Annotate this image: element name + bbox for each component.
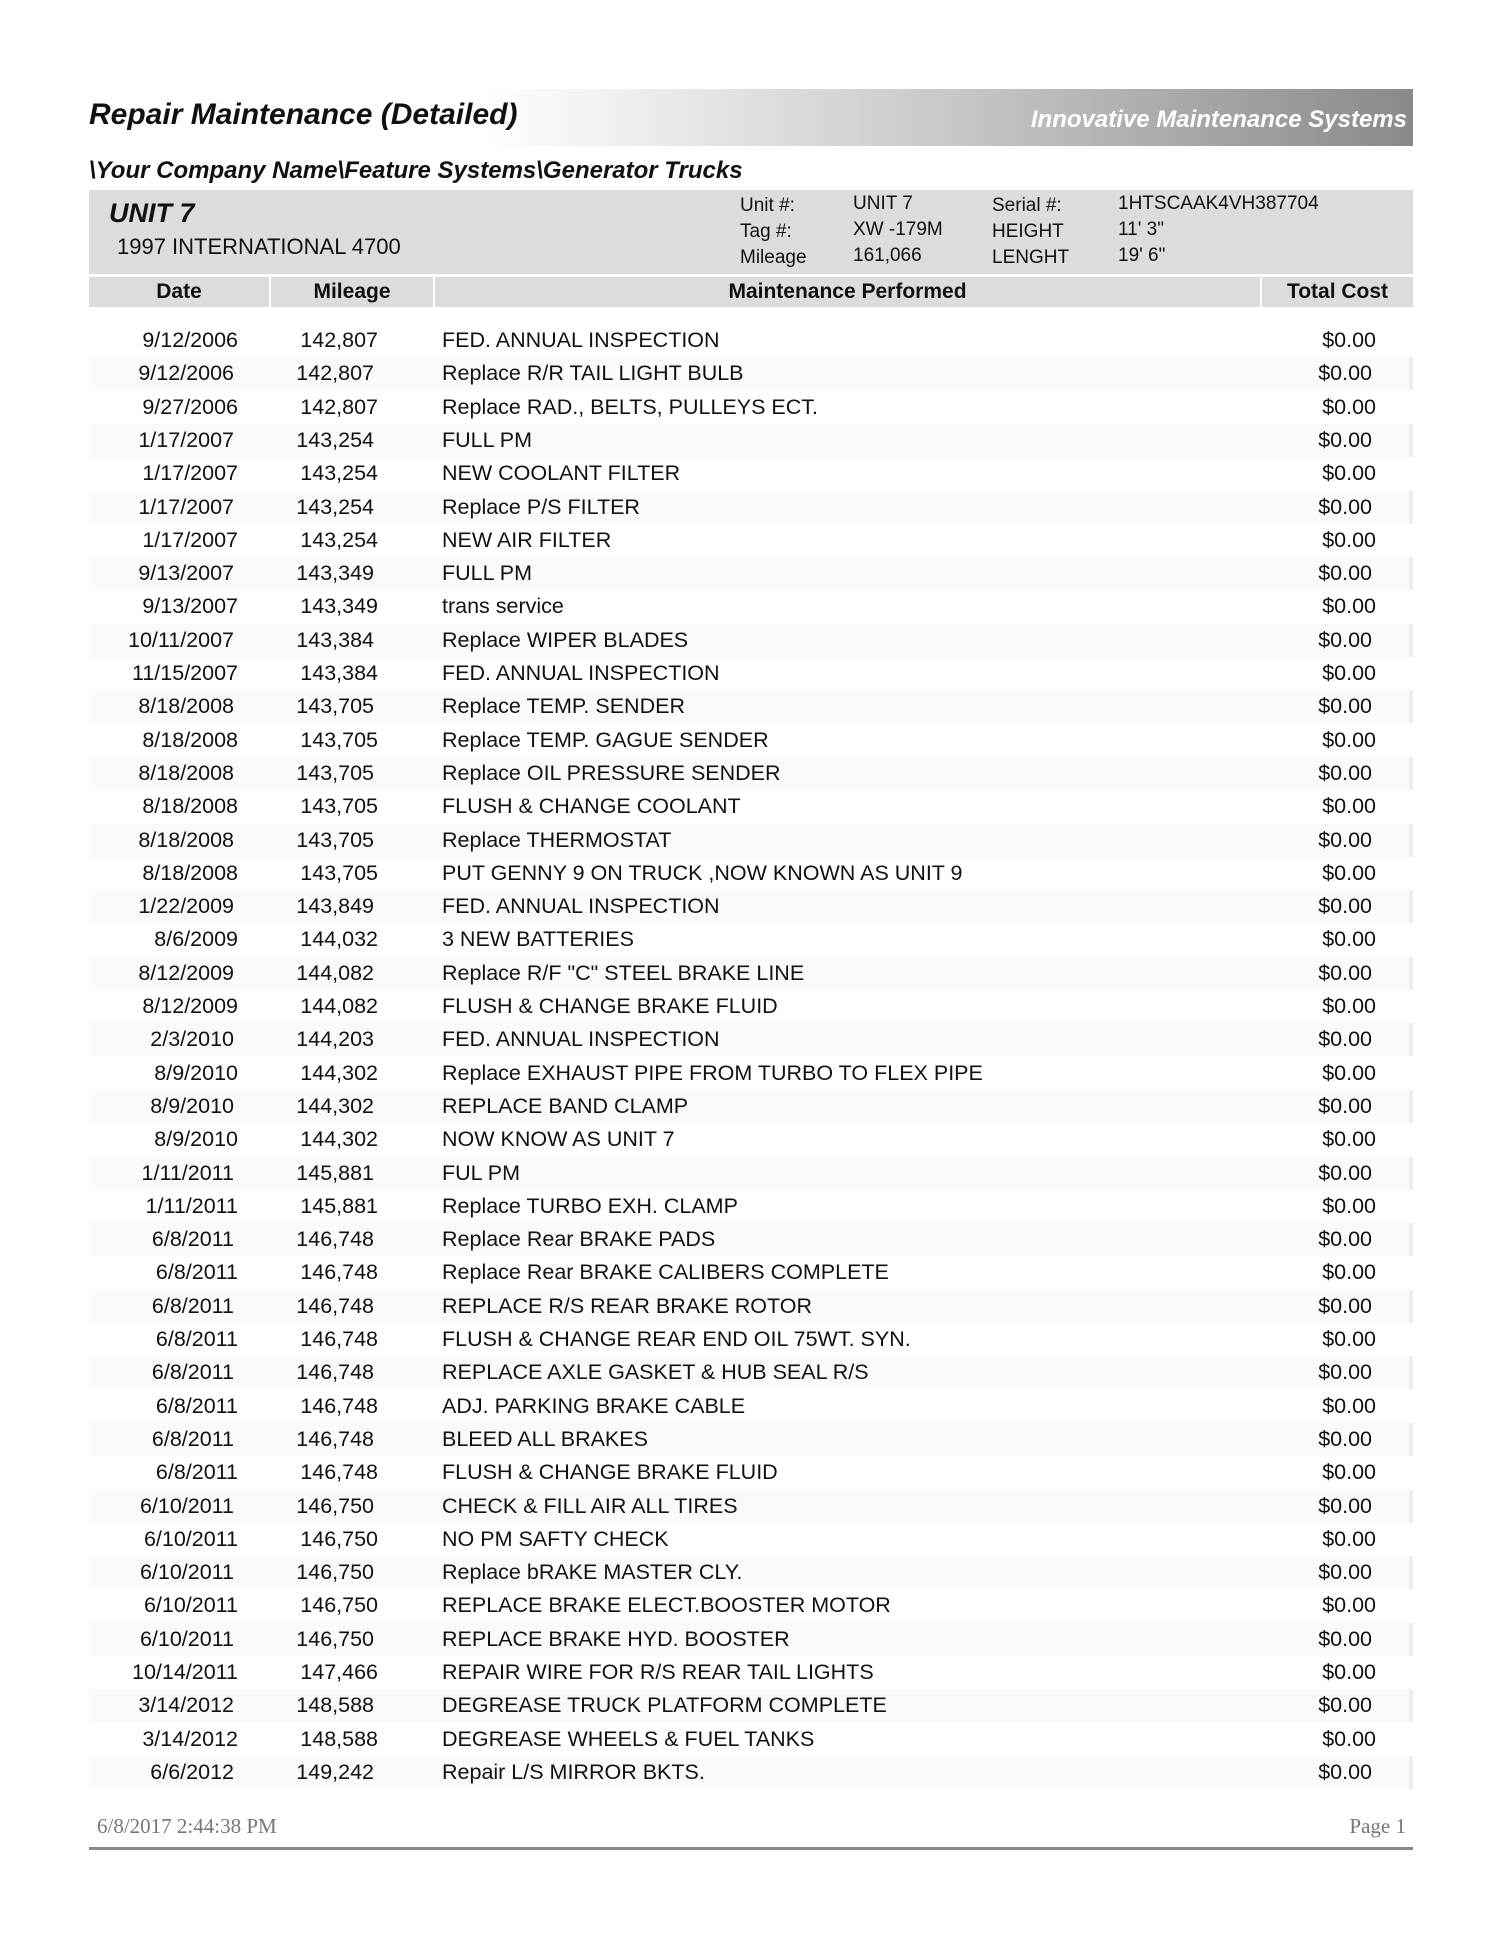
- row-date: 6/8/2011: [155, 1393, 238, 1418]
- table-row: [89, 624, 1413, 657]
- row-date: 8/9/2010: [150, 1093, 234, 1118]
- row-date: 8/12/2009: [142, 994, 238, 1018]
- row-description: REPLACE BRAKE ELECT.BOOSTER MOTOR: [442, 1593, 891, 1618]
- row-mileage: 146,748: [300, 1327, 378, 1351]
- row-mileage: 143,254: [300, 527, 378, 552]
- row-mileage: 142,807: [300, 394, 378, 419]
- row-cost: $0.00: [1318, 1560, 1372, 1585]
- row-date: 1/22/2009: [138, 894, 234, 919]
- table-row: [89, 1390, 1413, 1423]
- table-row: [89, 1023, 1413, 1056]
- row-date: 9/12/2006: [142, 328, 238, 352]
- row-cost: $0.00: [1322, 1460, 1376, 1485]
- row-date: 1/11/2011: [141, 1160, 234, 1185]
- row-date: 6/8/2011: [155, 1260, 238, 1285]
- row-description: Replace Rear BRAKE CALIBERS COMPLETE: [442, 1260, 889, 1285]
- row-date: 6/10/2011: [143, 1593, 238, 1618]
- row-date: 1/11/2011: [145, 1193, 238, 1218]
- length-label: LENGHT: [992, 247, 1070, 268]
- row-description: trans service: [442, 594, 564, 619]
- table-row: [89, 1256, 1413, 1289]
- row-description: BLEED ALL BRAKES: [442, 1426, 648, 1451]
- row-date: 6/8/2011: [151, 1227, 234, 1252]
- length-value: 19' 6": [1118, 245, 1166, 266]
- row-cost: $0.00: [1318, 1759, 1372, 1784]
- row-mileage: 143,254: [300, 461, 378, 486]
- row-description: FED. ANNUAL INSPECTION: [442, 894, 720, 919]
- row-mileage: 146,748: [300, 1260, 378, 1285]
- row-description: Replace TEMP. GAGUE SENDER: [442, 727, 769, 752]
- row-description: NEW AIR FILTER: [442, 527, 612, 552]
- row-cost: $0.00: [1318, 427, 1372, 452]
- row-date: 6/8/2011: [151, 1293, 234, 1318]
- row-cost: $0.00: [1322, 1127, 1376, 1152]
- row-description: FLUSH & CHANGE COOLANT: [442, 794, 741, 819]
- row-description: Replace THERMOSTAT: [442, 827, 672, 852]
- row-description: FULL PM: [442, 561, 532, 586]
- row-cost: $0.00: [1322, 727, 1376, 752]
- footer-timestamp: 6/8/2017 2:44:38 PM: [97, 1814, 277, 1838]
- mileage-value: 161,066: [853, 245, 922, 266]
- row-date: 1/17/2007: [138, 427, 234, 452]
- row-cost: $0.00: [1318, 827, 1372, 852]
- row-cost: $0.00: [1318, 960, 1372, 985]
- row-cost: $0.00: [1322, 1526, 1376, 1551]
- row-date: 6/10/2011: [143, 1526, 238, 1551]
- table-row: [89, 757, 1413, 790]
- table-row: [89, 1223, 1413, 1256]
- row-mileage: 145,881: [296, 1160, 374, 1185]
- table-row: [89, 424, 1413, 457]
- row-mileage: 147,466: [300, 1660, 378, 1684]
- row-date: 1/17/2007: [142, 527, 238, 552]
- row-mileage: 146,748: [296, 1293, 374, 1318]
- table-row: [89, 857, 1413, 890]
- table-row: [89, 923, 1413, 956]
- row-cost: $0.00: [1322, 461, 1376, 486]
- row-cost: $0.00: [1318, 1360, 1372, 1385]
- row-mileage: 144,203: [296, 1027, 374, 1052]
- row-mileage: 143,849: [296, 894, 374, 919]
- table-row: [89, 1323, 1413, 1356]
- row-date: 3/14/2012: [138, 1693, 234, 1718]
- row-mileage: 144,082: [300, 994, 378, 1018]
- row-cost: $0.00: [1318, 894, 1372, 919]
- column-header-total-cost: Total Cost: [1262, 277, 1413, 307]
- row-cost: $0.00: [1322, 527, 1376, 552]
- row-date: 1/17/2007: [138, 494, 234, 519]
- row-date: 8/18/2008: [138, 827, 234, 852]
- row-cost: $0.00: [1322, 661, 1376, 685]
- table-row: [89, 1423, 1413, 1456]
- table-row: [89, 524, 1413, 557]
- row-description: FLUSH & CHANGE BRAKE FLUID: [442, 994, 778, 1018]
- row-description: Replace TEMP. SENDER: [442, 694, 685, 719]
- row-cost: $0.00: [1318, 627, 1372, 652]
- table-row: [89, 724, 1413, 757]
- row-mileage: 143,705: [296, 694, 374, 719]
- row-date: 6/8/2011: [151, 1426, 234, 1451]
- row-description: FED. ANNUAL INSPECTION: [442, 661, 720, 685]
- row-date: 6/8/2011: [155, 1327, 238, 1351]
- row-mileage: 144,302: [300, 1060, 378, 1085]
- row-date: 1/17/2007: [142, 461, 238, 486]
- row-description: Replace OIL PRESSURE SENDER: [442, 760, 781, 785]
- row-mileage: 143,705: [300, 860, 378, 885]
- row-cost: $0.00: [1318, 1160, 1372, 1185]
- row-cost: $0.00: [1322, 1660, 1376, 1684]
- mileage-label: Mileage: [740, 247, 807, 268]
- row-mileage: 143,705: [296, 827, 374, 852]
- row-date: 8/18/2008: [138, 760, 234, 785]
- row-cost: $0.00: [1318, 1093, 1372, 1118]
- row-description: FUL PM: [442, 1160, 521, 1185]
- row-cost: $0.00: [1322, 994, 1376, 1018]
- row-cost: $0.00: [1322, 1260, 1376, 1285]
- row-description: Replace bRAKE MASTER CLY.: [442, 1560, 743, 1585]
- row-mileage: 146,748: [300, 1460, 378, 1485]
- table-row: [89, 1157, 1413, 1190]
- row-date: 6/10/2011: [139, 1493, 234, 1518]
- row-mileage: 146,748: [296, 1360, 374, 1385]
- table-row: [89, 1490, 1413, 1523]
- row-cost: $0.00: [1322, 594, 1376, 619]
- row-mileage: 148,588: [296, 1693, 374, 1718]
- row-cost: $0.00: [1322, 1726, 1376, 1751]
- row-date: 10/11/2007: [127, 627, 234, 652]
- table-row: [89, 1123, 1413, 1156]
- row-date: 11/15/2007: [131, 661, 238, 685]
- table-row: [89, 357, 1413, 390]
- row-cost: $0.00: [1318, 561, 1372, 586]
- row-date: 8/18/2008: [142, 794, 238, 819]
- row-cost: $0.00: [1322, 328, 1376, 352]
- row-description: REPAIR WIRE FOR R/S REAR TAIL LIGHTS: [442, 1660, 874, 1684]
- table-row: [89, 1689, 1413, 1722]
- row-mileage: 143,254: [296, 494, 374, 519]
- row-description: DEGREASE TRUCK PLATFORM COMPLETE: [442, 1693, 887, 1718]
- row-date: 8/6/2009: [154, 927, 238, 952]
- row-date: 9/12/2006: [138, 361, 234, 386]
- row-cost: $0.00: [1322, 1327, 1376, 1351]
- row-date: 6/10/2011: [139, 1560, 234, 1585]
- row-mileage: 144,032: [300, 927, 378, 952]
- table-row: [89, 391, 1413, 424]
- row-mileage: 146,748: [296, 1426, 374, 1451]
- row-description: FED. ANNUAL INSPECTION: [442, 328, 720, 352]
- row-mileage: 149,242: [296, 1759, 374, 1784]
- row-description: PUT GENNY 9 ON TRUCK ,NOW KNOWN AS UNIT 9: [442, 860, 963, 885]
- row-mileage: 143,705: [300, 794, 378, 819]
- row-cost: $0.00: [1322, 1593, 1376, 1618]
- row-date: 9/13/2007: [142, 594, 238, 619]
- table-row: [89, 790, 1413, 823]
- serial-label: Serial #:: [992, 195, 1062, 216]
- row-date: 6/10/2011: [139, 1626, 234, 1651]
- table-row: [89, 1456, 1413, 1489]
- table-row: [89, 1756, 1413, 1789]
- unit-model: 1997 INTERNATIONAL 4700: [117, 234, 401, 259]
- row-cost: $0.00: [1318, 694, 1372, 719]
- row-description: REPLACE R/S REAR BRAKE ROTOR: [442, 1293, 812, 1318]
- footer-page-number: Page 1: [1349, 1814, 1406, 1838]
- row-description: 3 NEW BATTERIES: [442, 927, 634, 952]
- row-description: FULL PM: [442, 427, 532, 452]
- row-date: 2/3/2010: [150, 1027, 234, 1052]
- row-description: ADJ. PARKING BRAKE CABLE: [442, 1393, 746, 1418]
- row-cost: $0.00: [1318, 760, 1372, 785]
- row-mileage: 142,807: [296, 361, 374, 386]
- serial-value: 1HTSCAAK4VH387704: [1118, 193, 1319, 214]
- row-date: 8/18/2008: [142, 860, 238, 885]
- row-description: REPLACE BAND CLAMP: [442, 1093, 689, 1118]
- row-description: CHECK & FILL AIR ALL TIRES: [442, 1493, 738, 1518]
- table-row: [89, 1723, 1413, 1756]
- row-description: Replace P/S FILTER: [442, 494, 640, 519]
- row-mileage: 146,750: [296, 1626, 374, 1651]
- row-description: Replace R/R TAIL LIGHT BULB: [442, 361, 744, 386]
- row-date: 8/18/2008: [138, 694, 234, 719]
- row-cost: $0.00: [1322, 394, 1376, 419]
- row-date: 8/12/2009: [138, 960, 234, 985]
- row-mileage: 145,881: [300, 1193, 378, 1218]
- column-header-maintenance: Maintenance Performed: [435, 277, 1260, 307]
- row-date: 6/8/2011: [151, 1360, 234, 1385]
- table-row: [89, 1290, 1413, 1323]
- row-mileage: 146,750: [296, 1493, 374, 1518]
- table-row: [89, 590, 1413, 623]
- row-date: 10/14/2011: [131, 1660, 238, 1684]
- row-mileage: 144,082: [296, 960, 374, 985]
- table-row: [89, 491, 1413, 524]
- table-row: [89, 1623, 1413, 1656]
- report-title: Repair Maintenance (Detailed): [89, 98, 518, 131]
- row-cost: $0.00: [1318, 1027, 1372, 1052]
- row-date: 6/6/2012: [150, 1759, 234, 1784]
- row-description: REPLACE AXLE GASKET & HUB SEAL R/S: [442, 1360, 869, 1385]
- row-cost: $0.00: [1318, 1493, 1372, 1518]
- row-description: DEGREASE WHEELS & FUEL TANKS: [442, 1726, 815, 1751]
- row-cost: $0.00: [1322, 1060, 1376, 1085]
- table-row: [89, 557, 1413, 590]
- footer-divider: [89, 1847, 1413, 1850]
- row-description: Replace R/F "C" STEEL BRAKE LINE: [442, 960, 805, 985]
- row-description: Repair L/S MIRROR BKTS.: [442, 1759, 705, 1784]
- table-row: [89, 824, 1413, 857]
- row-mileage: 144,302: [296, 1093, 374, 1118]
- row-date: 3/14/2012: [142, 1726, 238, 1751]
- row-cost: $0.00: [1318, 1426, 1372, 1451]
- row-mileage: 146,748: [296, 1227, 374, 1252]
- table-row: [89, 1556, 1413, 1589]
- row-description: NEW COOLANT FILTER: [442, 461, 681, 486]
- row-description: NOW KNOW AS UNIT 7: [442, 1127, 675, 1152]
- table-row: [89, 1190, 1413, 1223]
- row-mileage: 143,705: [300, 727, 378, 752]
- height-value: 11' 3": [1118, 219, 1164, 240]
- row-mileage: 143,349: [300, 594, 378, 619]
- row-cost: $0.00: [1322, 1393, 1376, 1418]
- row-description: FED. ANNUAL INSPECTION: [442, 1027, 720, 1052]
- row-cost: $0.00: [1322, 860, 1376, 885]
- row-description: Replace TURBO EXH. CLAMP: [442, 1193, 738, 1218]
- row-mileage: 143,254: [296, 427, 374, 452]
- row-cost: $0.00: [1322, 927, 1376, 952]
- column-header-mileage: Mileage: [271, 277, 433, 307]
- row-mileage: 146,750: [300, 1526, 378, 1551]
- row-mileage: 142,807: [300, 328, 378, 352]
- row-mileage: 143,349: [296, 561, 374, 586]
- table-row: [89, 1589, 1413, 1622]
- row-date: 8/9/2010: [154, 1060, 238, 1085]
- table-row: [89, 1057, 1413, 1090]
- row-cost: $0.00: [1322, 1193, 1376, 1218]
- table-row: [89, 957, 1413, 990]
- row-description: REPLACE BRAKE HYD. BOOSTER: [442, 1626, 790, 1651]
- column-header-date: Date: [89, 277, 269, 307]
- table-row: [89, 1090, 1413, 1123]
- row-date: 6/8/2011: [155, 1460, 238, 1485]
- row-description: NO PM SAFTY CHECK: [442, 1526, 669, 1551]
- row-cost: $0.00: [1318, 1626, 1372, 1651]
- breadcrumb: \Your Company Name\Feature Systems\Generator Trucks: [89, 157, 743, 184]
- row-mileage: 146,748: [300, 1393, 378, 1418]
- tag-label: Tag #:: [740, 221, 792, 242]
- table-row: [89, 324, 1413, 357]
- row-mileage: 146,750: [300, 1593, 378, 1618]
- row-date: 9/27/2006: [142, 394, 238, 419]
- table-row: [89, 1523, 1413, 1556]
- tag-value: XW -179M: [853, 219, 943, 240]
- row-cost: $0.00: [1318, 494, 1372, 519]
- row-cost: $0.00: [1318, 1293, 1372, 1318]
- row-description: Replace Rear BRAKE PADS: [442, 1227, 716, 1252]
- height-label: HEIGHT: [992, 221, 1064, 242]
- table-row: [89, 1356, 1413, 1389]
- row-cost: $0.00: [1318, 1693, 1372, 1718]
- row-description: Replace RAD., BELTS, PULLEYS ECT.: [442, 394, 818, 419]
- row-mileage: 143,384: [300, 661, 378, 685]
- table-row: [89, 990, 1413, 1023]
- row-description: FLUSH & CHANGE REAR END OIL 75WT. SYN.: [442, 1327, 911, 1351]
- row-cost: $0.00: [1322, 794, 1376, 819]
- table-row: [89, 890, 1413, 923]
- row-description: Replace WIPER BLADES: [442, 627, 689, 652]
- row-mileage: 143,705: [296, 760, 374, 785]
- table-row: [89, 457, 1413, 490]
- row-mileage: 143,384: [296, 627, 374, 652]
- table-row: [89, 690, 1413, 723]
- row-mileage: 144,302: [300, 1127, 378, 1152]
- brand-name: Innovative Maintenance Systems: [1030, 106, 1407, 133]
- row-mileage: 148,588: [300, 1726, 378, 1751]
- row-mileage: 146,750: [296, 1560, 374, 1585]
- row-cost: $0.00: [1318, 361, 1372, 386]
- row-date: 8/18/2008: [142, 727, 238, 752]
- unit-number-label: Unit #:: [740, 195, 795, 216]
- table-row: [89, 1656, 1413, 1689]
- unit-name: UNIT 7: [109, 198, 195, 228]
- row-description: FLUSH & CHANGE BRAKE FLUID: [442, 1460, 778, 1485]
- row-date: 8/9/2010: [154, 1127, 238, 1152]
- row-description: Replace EXHAUST PIPE FROM TURBO TO FLEX PIPE: [442, 1060, 983, 1085]
- row-cost: $0.00: [1318, 1227, 1372, 1252]
- unit-number-value: UNIT 7: [853, 193, 913, 214]
- row-date: 9/13/2007: [138, 561, 234, 586]
- table-row: [89, 657, 1413, 690]
